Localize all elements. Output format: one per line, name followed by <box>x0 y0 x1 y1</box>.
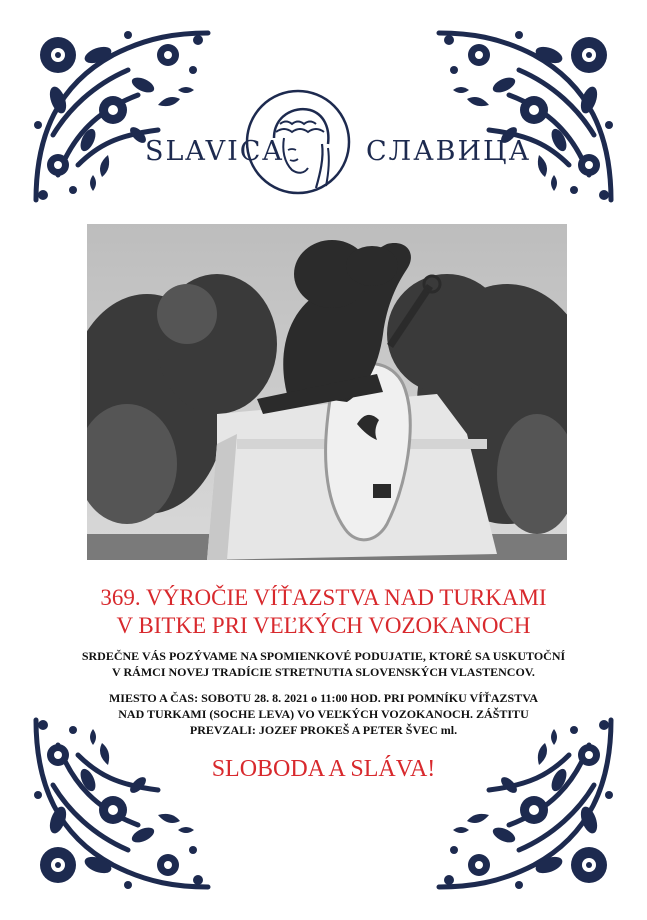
slavica-head-logo-icon <box>244 88 352 196</box>
details-line-1: MIESTO A ČAS: SOBOTU 28. 8. 2021 o 11:00 HOD. PRI POMNÍKU VÍŤAZSTVA <box>108 691 539 705</box>
headline-line-2: V BITKE PRI VEĽKÝCH VOZOKANOCH <box>116 613 531 638</box>
lion-monument-photo <box>87 224 567 560</box>
details-line-3: PREVZALI: JOZEF PROKEŠ A PETER ŠVEC ml. <box>189 723 458 737</box>
brand-latin-name: SLAVICA <box>145 136 284 167</box>
brand-header <box>0 88 647 200</box>
invitation-line-2: V RÁMCI NOVEJ TRADÍCIE STRETNUTIA SLOVENSKÝCH VLASTENCOV. <box>112 665 535 679</box>
brand-cyrillic-name: СЛАВИЦА <box>366 136 532 167</box>
details-line-2: NAD TURKAMI (SOCHE LEVA) VO VEĽKÝCH VOZOKANOCH. ZÁŠTITU <box>118 707 529 721</box>
motto: SLOBODA A SLÁVA! <box>211 756 436 782</box>
invitation-line-1: SRDEČNE VÁS POZÝVAME NA SPOMIENKOVÉ PODUJATIE, KTORÉ SA USKUTOČNÍ <box>81 649 566 663</box>
headline-line-1: 369. VÝROČIE VÍŤAZSTVA NAD TURKAMI <box>100 585 547 610</box>
